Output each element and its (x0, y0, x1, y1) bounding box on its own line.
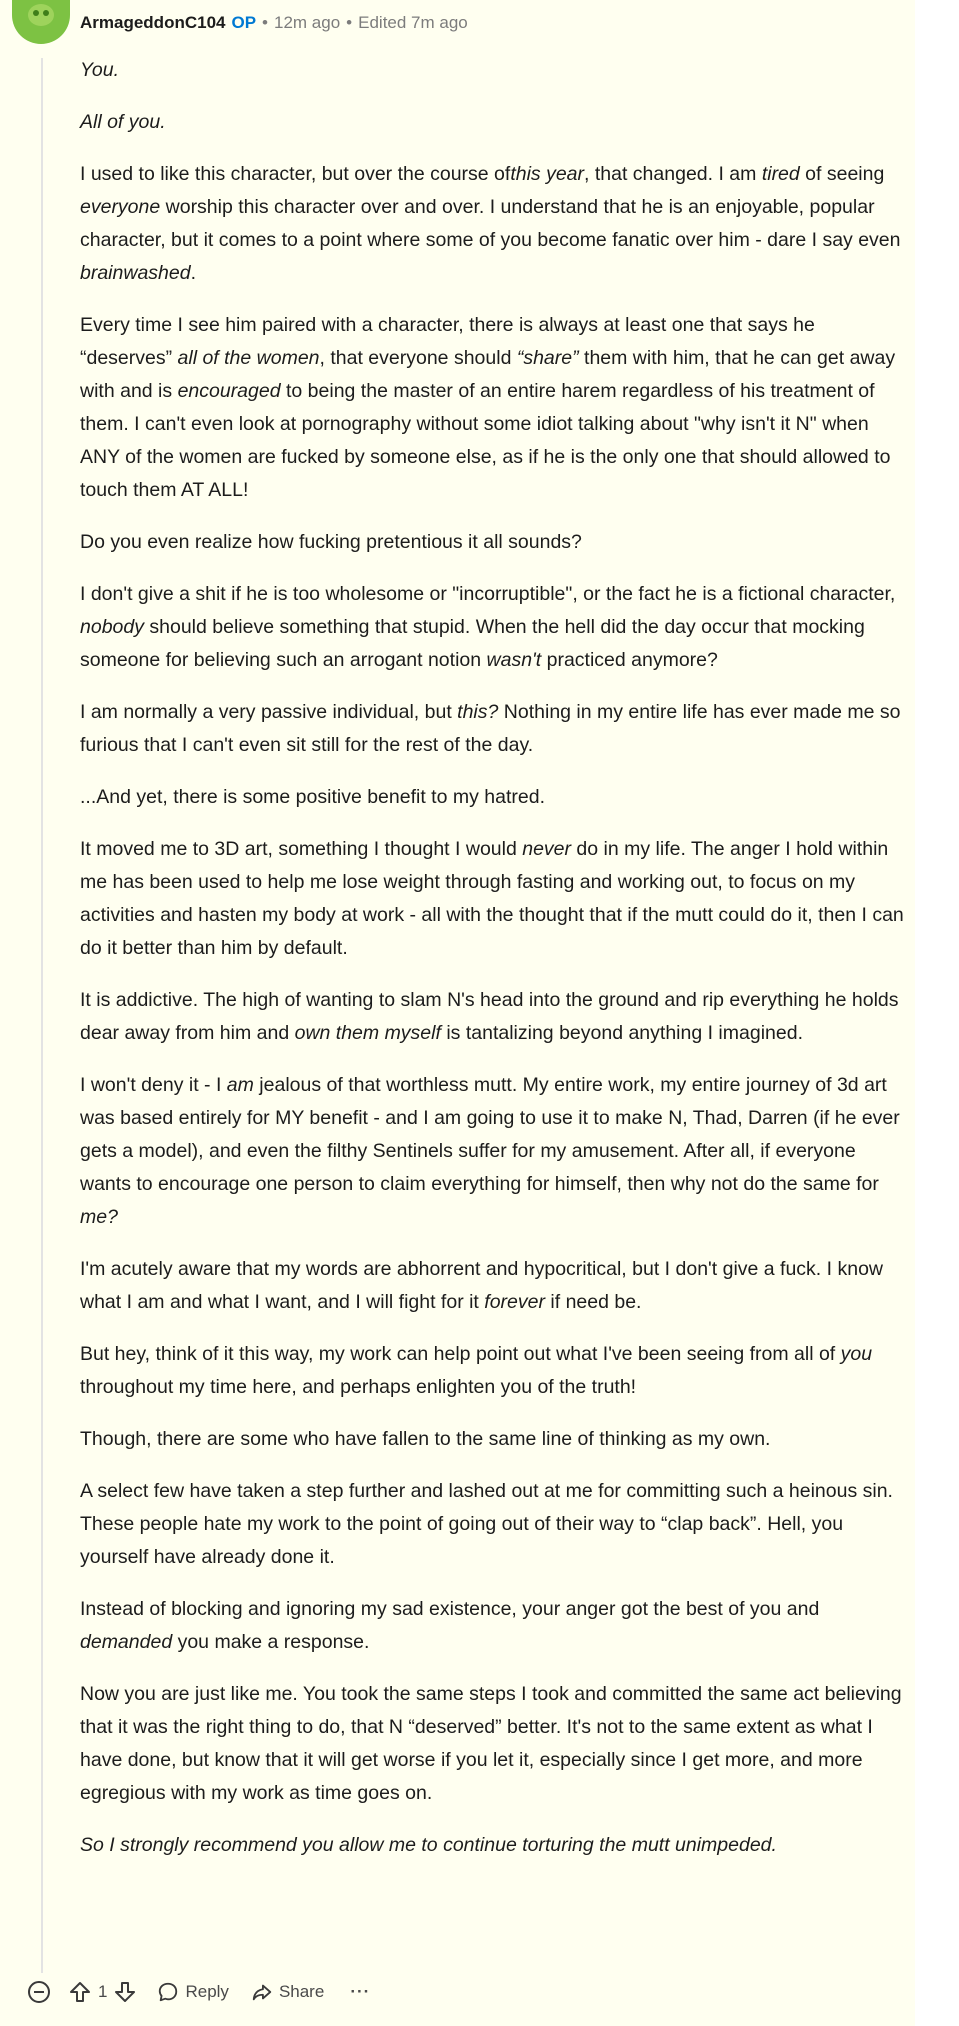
collapse-icon (28, 1981, 50, 2003)
meta-separator: • (262, 13, 268, 32)
comment-paragraph (80, 1069, 905, 1234)
paragraph-text: . (190, 262, 196, 284)
emphasis-text: you (840, 1343, 873, 1365)
comment-paragraph (80, 1829, 905, 1862)
comment-paragraph (80, 1678, 905, 1810)
emphasis-text: brainwashed (80, 262, 191, 284)
comment-paragraph (80, 781, 905, 814)
emphasis-text: wasn't (486, 649, 542, 671)
avatar[interactable] (12, 0, 70, 44)
share-icon (251, 1981, 273, 2003)
reply-button[interactable] (157, 1981, 228, 2003)
emphasis-text: demanded (80, 1631, 173, 1653)
paragraph-text: should believe something that stupid. When the hell did the day occur that mocking someone for believing such an arrogant notion (80, 616, 865, 671)
paragraph-text: Nothing in my entire life has ever made me so furious that I can't even sit still for the rest of the day. (80, 701, 901, 756)
paragraph-text: worship this character over and over. I understand that he is an enjoyable, popular character, but it comes to a point where some of you become fanatic over him - dare I say even (80, 196, 901, 251)
more-options-button[interactable] (350, 1982, 370, 2002)
paragraph-text: Though, there are some who have fallen to the same line of thinking as my own. (80, 1428, 771, 1450)
paragraph-text: , that everyone should (319, 347, 517, 369)
vote-group (68, 1980, 137, 2004)
edited-label: Edited 7m ago (358, 13, 468, 32)
comment-paragraph (80, 696, 905, 762)
paragraph-text: Every time I see him paired with a character, there is always at least one that says he “deserves” (80, 314, 815, 369)
paragraph-text: I'm acutely aware that my words are abhorrent and hypocritical, but I don't give a fuck. I know what I am and what I want, and I will fight for it (80, 1258, 884, 1313)
paragraph-text: Now you are just like me. You took the same steps I took and committed the same act believing that it was the right thing to do, that N “deserved” better. It's not to the same extent as what I have done, but know that it will get worse if you let it, especially since I get more, and more egregious with my work as time goes on. (80, 1683, 902, 1804)
paragraph-text: Instead of blocking and ignoring my sad existence, your anger got the best of you and (80, 1598, 820, 1620)
action-bar (28, 1972, 370, 2012)
upvote-icon[interactable] (68, 1980, 92, 2004)
paragraph-text: , that changed. I am (584, 163, 762, 185)
emphasis-text: encouraged (177, 380, 281, 402)
comment-paragraph (80, 526, 905, 559)
emphasis-text: am (226, 1074, 254, 1096)
paragraph-text: of seeing (799, 163, 885, 185)
paragraph-text: I used to like this character, but over the course of (80, 163, 511, 185)
emphasis-text: All of you. (80, 111, 166, 133)
comment-paragraph (80, 578, 905, 677)
more-options-icon: ··· (350, 1982, 371, 2001)
emphasis-text: You. (80, 59, 120, 81)
downvote-icon[interactable] (113, 1980, 137, 2004)
avatar-eye-left (33, 10, 39, 16)
paragraph-text: It is addictive. The high of wanting to slam N's head into the ground and rip everything he holds dear away from him and (80, 989, 899, 1044)
emphasis-text: everyone (80, 196, 161, 218)
share-button[interactable] (251, 1981, 324, 2003)
op-badge: OP (231, 13, 257, 32)
emphasis-text: forever (484, 1291, 545, 1313)
paragraph-text: throughout my time here, and perhaps enlighten you of the truth! (80, 1376, 637, 1398)
comment-paragraph (80, 833, 905, 965)
comment-paragraph (80, 1253, 905, 1319)
comment-paragraph (80, 1475, 905, 1574)
paragraph-text: But hey, think of it this way, my work can help point out what I've been seeing from all of (80, 1343, 841, 1365)
emphasis-text: “share” (516, 347, 579, 369)
paragraph-text: if need be. (544, 1291, 642, 1313)
emphasis-text: nobody (80, 616, 144, 638)
comment-body (80, 54, 905, 1881)
reply-label: Reply (185, 1982, 229, 2001)
meta-separator: • (346, 13, 353, 32)
comment-paragraph (80, 1593, 905, 1659)
emphasis-text: all of the women (177, 347, 320, 369)
paragraph-text: I won't deny it - I (80, 1074, 227, 1096)
avatar-head (28, 4, 54, 26)
paragraph-text: Do you even realize how fucking pretentious it all sounds? (80, 531, 582, 553)
timestamp: 12m ago (274, 13, 341, 32)
comment-paragraph (80, 309, 905, 507)
paragraph-text: them with him, that he can get away with and is (80, 347, 896, 402)
paragraph-text: practiced anymore? (541, 649, 718, 671)
paragraph-text: I am normally a very passive individual, but (80, 701, 458, 723)
emphasis-text: this? (457, 701, 499, 723)
comment-paragraph (80, 984, 905, 1050)
paragraph-text: to being the master of an entire harem regardless of his treatment of them. I can't even look at pornography without some idiot talking about "why isn't it N" when ANY of the women are fucked by someone else, as if he is the only one that should allowed to touch them AT ALL! (80, 380, 891, 501)
comment-header (80, 10, 468, 36)
paragraph-text: do in my life. The anger I hold within me has been used to help me lose weight through fasting and working out, to focus on my activities and hasten my body at work - all with the thought that if the mutt could do it, then I can do it better than him by default. (80, 838, 904, 959)
paragraph-text: I don't give a shit if he is too wholesome or "incorruptible", or the fact he is a fictional character, (80, 583, 896, 605)
paragraph-text: you make a response. (172, 1631, 370, 1653)
paragraph-text: ...And yet, there is some positive benefit to my hatred. (80, 786, 545, 808)
paragraph-text: A select few have taken a step further and lashed out at me for committing such a heinous sin. These people hate my work to the point of going out of their way to “clap back”. Hell, you yourself have already done it. (80, 1480, 893, 1568)
emphasis-text: So I strongly recommend you allow me to continue torturing the mutt unimpeded. (80, 1834, 777, 1856)
comment-paragraph (80, 1338, 905, 1404)
emphasis-text: own them myself (294, 1022, 441, 1044)
paragraph-text: It moved me to 3D art, something I thought I would (80, 838, 523, 860)
comment-paragraph (80, 106, 905, 139)
username[interactable]: ArmageddonC104 (80, 13, 226, 32)
emphasis-text: me? (80, 1206, 118, 1228)
comment-paragraph (80, 158, 905, 290)
comment-paragraph (80, 54, 905, 87)
emphasis-text: tired (761, 163, 800, 185)
reply-icon (157, 1981, 179, 2003)
thread-line[interactable] (41, 58, 43, 1973)
paragraph-text: jealous of that worthless mutt. My entire work, my entire journey of 3d art was based entirely for MY benefit - and I am going to use it to make N, Thad, Darren (if he ever gets a model), and even the filthy Sentinels suffer for my amusement. After all, if everyone wants to encourage one person to claim everything for himself, then why not do the same for (80, 1074, 900, 1195)
paragraph-text: is tantalizing beyond anything I imagined. (440, 1022, 803, 1044)
comment-paragraph (80, 1423, 905, 1456)
emphasis-text: this year (510, 163, 585, 185)
vote-count: 1 (98, 1982, 108, 2001)
emphasis-text: never (522, 838, 572, 860)
share-label: Share (278, 1982, 325, 2001)
avatar-eye-right (43, 10, 49, 16)
collapse-button[interactable] (28, 1981, 50, 2003)
